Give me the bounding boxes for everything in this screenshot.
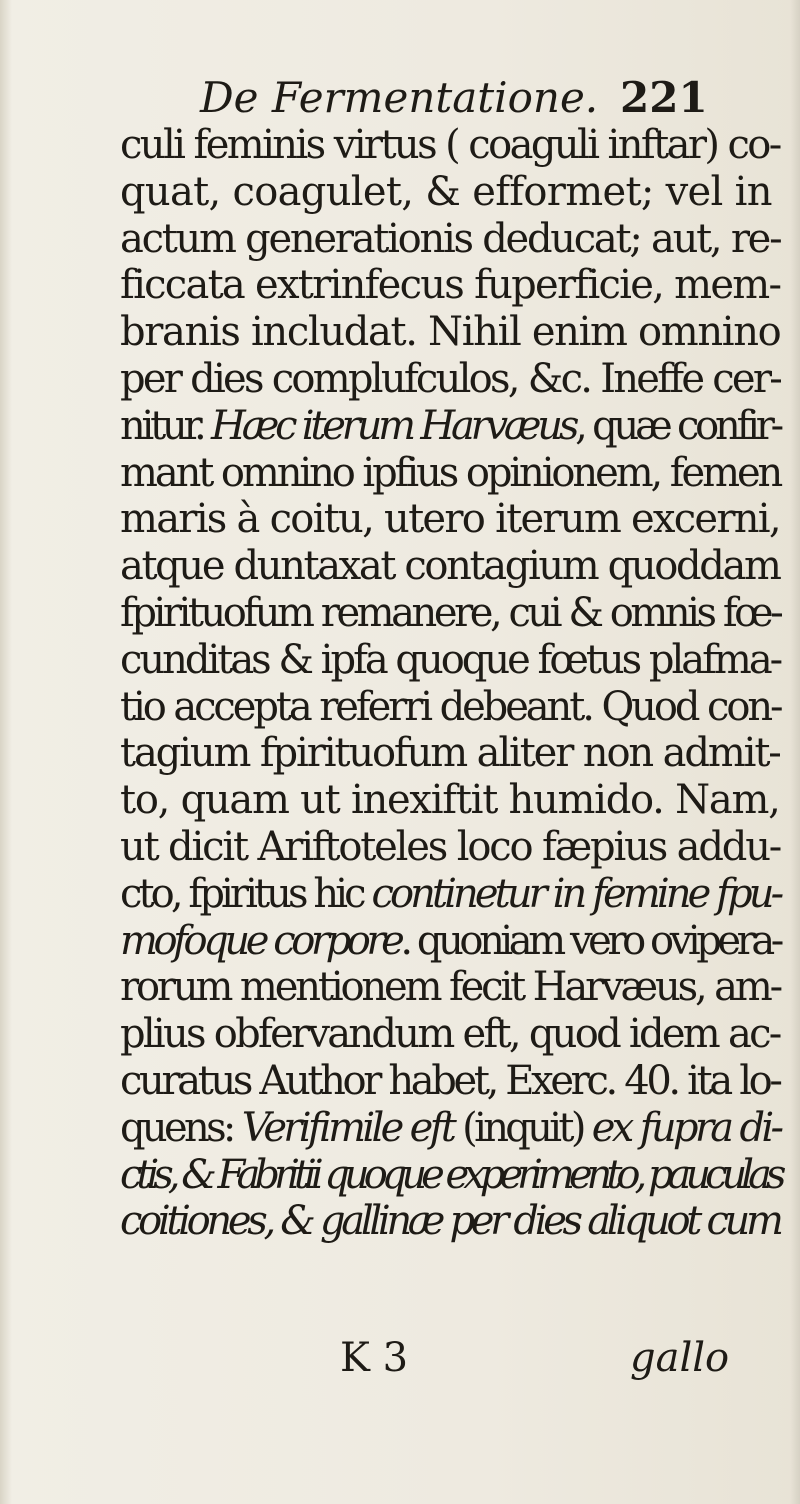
text-line [120, 1152, 790, 1199]
text-line [120, 169, 790, 216]
text-segment: cto, fpiritus hic [120, 870, 372, 917]
text-line [120, 871, 790, 918]
italic-text-segment: Verifimile eft [241, 1104, 454, 1151]
text-line [120, 1011, 790, 1058]
signature-mark: K 3 [340, 1335, 409, 1381]
text-segment: ficcata extrinfecus fuperficie, mem- [120, 262, 781, 309]
page-header [200, 68, 760, 128]
text-segment: cunditas & ipfa quoque fœtus plafma- [120, 636, 781, 683]
text-segment: to, quam ut inexiftit humido. Nam, [120, 777, 780, 824]
text-segment: actum generationis deducat; aut, re- [120, 215, 781, 262]
italic-text-segment: Hæc iterum Harvæus [211, 402, 576, 449]
text-line [120, 450, 790, 497]
text-segment: per dies complufculos, &c. Ineffe cer- [120, 355, 780, 402]
text-line [120, 543, 790, 590]
text-segment: maris à coitu, utero iterum excerni, [120, 496, 780, 543]
page-gutter-shadow [0, 0, 12, 1504]
text-line [120, 1105, 790, 1152]
italic-text-segment: ctis, & Fabritii quoque experimento, pauculas [120, 1151, 781, 1198]
catchword: gallo [630, 1335, 730, 1381]
text-line [120, 262, 790, 309]
page-edge-shadow [790, 0, 800, 1504]
text-line [120, 590, 790, 637]
text-line [120, 1198, 790, 1245]
text-segment: nitur. [120, 402, 212, 449]
italic-text-segment: mofoque corpore [120, 917, 401, 964]
text-segment: atque duntaxat contagium quoddam [120, 543, 780, 590]
text-line [120, 403, 790, 450]
text-line [120, 637, 790, 684]
text-segment: ut dicit Ariftoteles loco fæpius addu- [120, 823, 781, 870]
text-line [120, 356, 790, 403]
text-line [120, 964, 790, 1011]
text-line [120, 918, 790, 965]
text-segment: quat, coagulet, & efformet; vel in [120, 168, 772, 215]
text-line [120, 730, 790, 777]
text-line [120, 122, 790, 169]
text-segment: tio accepta referri debeant. Quod con- [120, 683, 781, 730]
text-line [120, 309, 790, 356]
text-line [120, 824, 790, 871]
text-segment: rorum mentionem fecit Harvæus, am- [120, 964, 781, 1011]
text-segment: plius obfervandum eft, quod idem ac- [120, 1011, 780, 1058]
body-text [120, 122, 790, 1245]
italic-text-segment: ex fupra di- [591, 1104, 781, 1151]
text-segment: . quoniam vero ovipera- [400, 917, 780, 964]
text-segment: tagium fpirituofum aliter non admit- [120, 730, 780, 777]
text-line [120, 496, 790, 543]
text-line [120, 216, 790, 263]
text-line [120, 1058, 790, 1105]
text-segment: mant omnino ipfius opinionem, femen [120, 449, 781, 496]
running-title: De Fermentatione. [200, 73, 599, 122]
page-number: 221 [620, 73, 708, 122]
italic-text-segment: continetur in femine fpu- [371, 870, 781, 917]
text-line [120, 684, 790, 731]
italic-text-segment: coitiones, & gallinæ per dies aliquot cum [120, 1198, 780, 1245]
text-segment: curatus Author habet, Exerc. 40. ita lo- [120, 1057, 780, 1104]
text-line [120, 777, 790, 824]
text-segment: quens: [120, 1104, 242, 1151]
text-segment: , quæ confir- [575, 402, 780, 449]
page-footer [120, 1330, 790, 1386]
text-segment: (inquit) [453, 1104, 592, 1151]
text-segment: culi feminis virtus ( coaguli inftar) co- [120, 122, 780, 168]
text-segment: branis includat. Nihil enim omnino [120, 309, 781, 356]
text-segment: fpirituofum remanere, cui & omnis fœ- [120, 589, 781, 636]
